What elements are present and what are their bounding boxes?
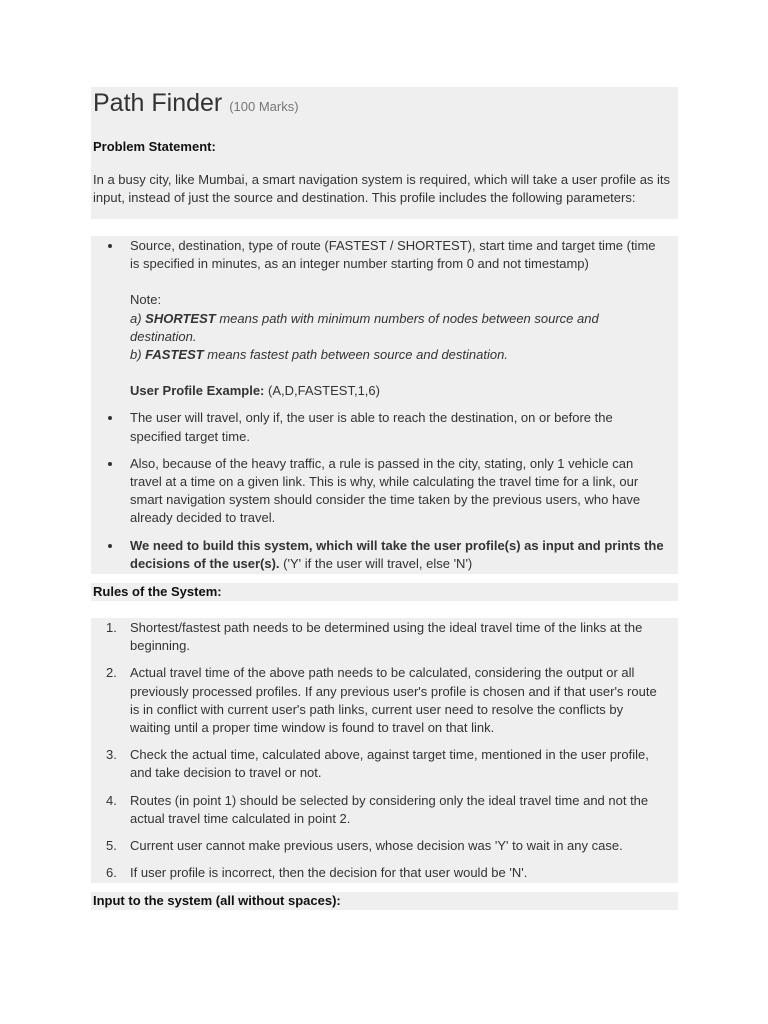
parameters-text: Source, destination, type of route (FASTEST / SHORTEST), start time and target time (time is specified in minutes, as an integer number starting from 0 and not timestamp) [130,238,656,272]
list-item: We need to build this system, which will take the user profile(s) as input and prints the decisions of the user(s). ('Y' if the user will travel, else 'N') [130,537,664,573]
rules-section [91,618,678,883]
input-heading: Input to the system (all without spaces): [93,893,341,908]
input-heading-section [91,892,678,910]
list-item: Also, because of the heavy traffic, a rule is passed in the city, stating, only 1 vehicle can travel at a time on a given link. This is why, while calculating the travel time for a link, our smart navigation system should consider the time taken by the previous users, who have already decided to travel. [130,455,664,528]
marks-label: (100 Marks) [229,99,299,114]
page-title [93,87,676,122]
note-fastest: b) FASTEST means fastest path between source and destination. [130,347,508,363]
user-profile-example [130,382,664,400]
list-item: 5. Current user cannot make previous users, whose decision was 'Y' to wait in any case. [106,838,623,854]
rules-heading: Rules of the System: [93,584,222,599]
problem-statement-heading: Problem Statement: [93,139,216,154]
note-label: Note: [130,292,162,308]
title-text: Path Finder [93,89,223,117]
intro-section [91,87,678,219]
rules-list [91,618,678,882]
list-item: 6. If user profile is incorrect, then the decision for that user would be 'N'. [106,865,528,881]
parameters-list [91,236,678,573]
list-item: 2. Actual travel time of the above path needs to be calculated, considering the output or all previously processed profiles. If any previous user's profile is chosen and if that user's route is in conflict with current user's path links, current user need to resolve the conflicts by waiting until a proper time window is found to travel on that link. [106,665,657,736]
system-requirement-text: We need to build this system, which will take the user profile(s) as input and prints the decisions of the user(s). [130,537,664,571]
list-item: 4. Routes (in point 1) should be selected by considering only the ideal travel time and not the actual travel time calculated in point 2. [106,792,649,826]
note-shortest: a) SHORTEST means path with minimum numbers of nodes between source and destination. [130,310,599,344]
rules-heading-section [91,583,678,601]
problem-intro-text: In a busy city, like Mumbai, a smart navigation system is required, which will take a user profile as its input, instead of just the source and destination. This profile includes the following parameters: [93,172,671,206]
list-item [130,237,664,400]
parameters-section [91,236,678,574]
example-value: (A,D,FASTEST,1,6) [264,383,380,399]
shortest-keyword: SHORTEST [145,310,216,326]
fastest-keyword: FASTEST [145,347,204,363]
list-item: 3. Check the actual time, calculated above, against target time, mentioned in the user profile, and take decision to travel or not. [106,747,649,781]
list-item: The user will travel, only if, the user is able to reach the destination, on or before the specified target time. [130,409,664,445]
list-item: 1. Shortest/fastest path needs to be determined using the ideal travel time of the links at the beginning. [106,620,643,654]
example-label: User Profile Example: [130,383,265,399]
